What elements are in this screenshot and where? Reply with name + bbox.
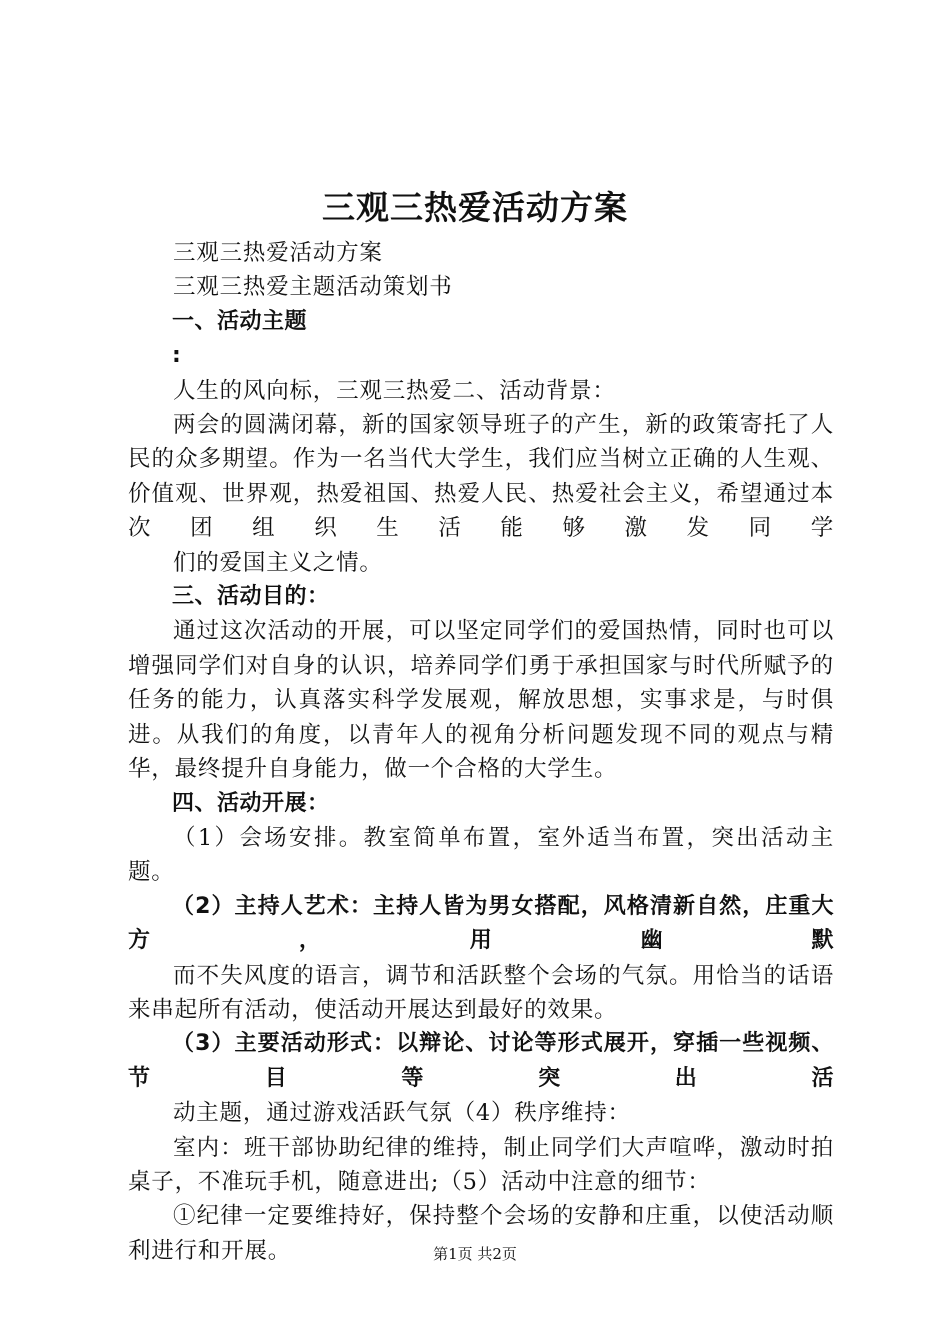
paragraph-indoor: 室内：班干部协助纪律的维持，制止同学们大声喧哗，激动时拍桌子，不准玩手机，随意进出;（5）活动中注意的细节： bbox=[128, 1134, 834, 1195]
paragraph-discipline: ①纪律一定要维持好，保持整个会场的安静和庄重，以使活动顺利进行和开展。 bbox=[128, 1203, 834, 1264]
paragraph-background-end: 们的爱国主义之情。 bbox=[173, 549, 383, 576]
heading-activity-theme: 一、活动主题 bbox=[172, 308, 308, 334]
paragraph-subtitle: 三观三热爱活动方案 bbox=[173, 240, 383, 266]
paragraph-plan-name: 三观三热爱主题活动策划书 bbox=[173, 274, 453, 301]
paragraph-host: （2）主持人艺术：主持人皆为男女搭配，风格清新自然，庄重大方，用幽默 bbox=[128, 893, 834, 954]
paragraph-purpose: 通过这次活动的开展，可以坚定同学们的爱国热情，同时也可以增强同学们对自身的认识，培养同学们勇于承担国家与时代所赋予的任务的能力，认真落实科学发展观，解放思想，实事求是，与时俱进。从我们的角度，以青年人的视角分析问题发现不同的观点与精华，最终提升自身能力，做一个合格的大学生。 bbox=[128, 618, 834, 783]
paragraph-order: 动主题，通过游戏活跃气氛（4）秩序维持： bbox=[173, 1100, 631, 1127]
heading-activity-purpose: 三、活动目的： bbox=[172, 584, 330, 610]
heading-activity-execution: 四、活动开展： bbox=[172, 790, 330, 816]
paragraph-theme-text: 人生的风向标，三观三热爱二、活动背景： bbox=[173, 377, 616, 404]
paragraph-format: （3）主要活动形式：以辩论、讨论等形式展开，穿插一些视频、节目等突出活 bbox=[128, 1031, 834, 1091]
paragraph-host-detail: 而不失风度的语言，调节和活跃整个会场的气氛。用恰当的话语来串起所有活动，使活动开展达到最好的效果。 bbox=[128, 962, 834, 1023]
document-title: 三观三热爱活动方案 bbox=[322, 188, 628, 227]
paragraph-background: 两会的圆满闭幕，新的国家领导班子的产生，新的政策寄托了人民的众多期望。作为一名当代大学生，我们应当树立正确的人生观、价值观、世界观，热爱祖国、热爱人民、热爱社会主义，希望通过本次团组织生活能够激发同学 bbox=[128, 412, 834, 542]
paragraph-colon: : bbox=[172, 343, 182, 369]
page-footer: 第1页 共2页 bbox=[433, 1245, 517, 1263]
document-body bbox=[128, 236, 834, 1268]
paragraph-venue: （1）会场安排。教室简单布置，室外适当布置，突出活动主题。 bbox=[128, 824, 834, 886]
